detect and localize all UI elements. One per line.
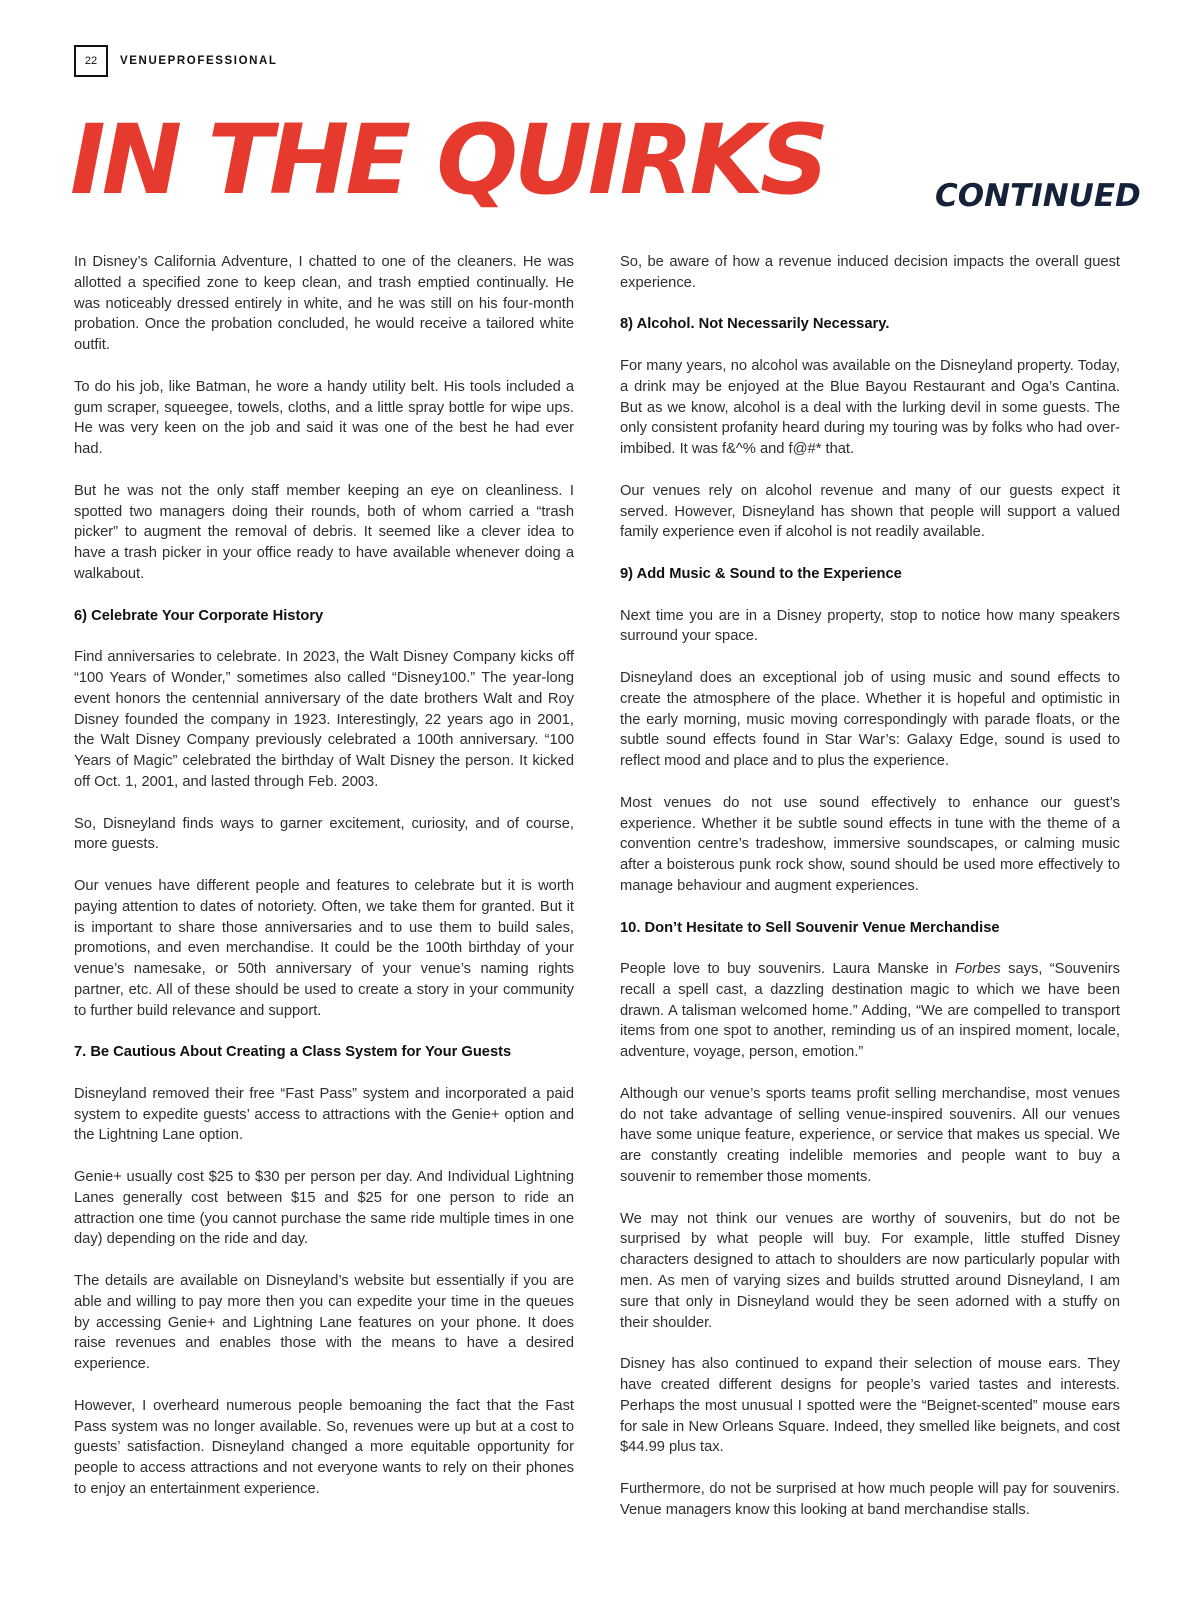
paragraph: Disneyland does an exceptional job of using music and sound effects to create the atmosphere of the place. Whether it is hopeful and optimistic in the early morning, music moving correspondingly with parade floats, or the subtle sound effects found in Star War’s: Galaxy Edge, sound is used to reflect mood and place and to plus the experience. xyxy=(620,669,1120,770)
paragraph: Most venues do not use sound effectively to enhance our guest’s experience. Whether it be subtle sound effects in tune with the theme of a convention centre’s tradeshow, immersive soundscapes, or calming music after a boisterous punk rock show, sound should be used more effectively to manage behaviour and augment experiences. xyxy=(620,794,1120,894)
paragraph: But he was not the only staff member keeping an eye on cleanliness. I spotted two managers doing their rounds, both of whom carried a “trash picker” to augment the removal of debris. It seemed like a clever idea to have a trash picker in your office ready to have available whenever doing a walkabout. xyxy=(74,482,574,582)
right-column xyxy=(620,252,1120,1541)
section-heading-10: 10. Don’t Hesitate to Sell Souvenir Venue Merchandise xyxy=(620,919,1000,936)
paragraph: Our venues have different people and features to celebrate but it is worth paying attention to dates of notoriety. Often, we take them for granted. But it is important to share those anniversaries and to use them to build sales, promotions, and even merchandise. It could be the 100th birthday of your venue’s namesake, or 50th anniversary of your venue’s naming rights partner, etc. All of these should be used to create a story in your community to further build relevance and support. xyxy=(74,877,574,1019)
paragraph-forbes-quote xyxy=(620,959,1120,1063)
section-heading-9: 9) Add Music & Sound to the Experience xyxy=(620,565,902,582)
publication-brand xyxy=(120,55,278,67)
paragraph: Next time you are in a Disney property, stop to notice how many speakers surround your space. xyxy=(620,607,1120,645)
paragraph: So, Disneyland finds ways to garner excitement, curiosity, and of course, more guests. xyxy=(74,815,574,853)
paragraph: So, be aware of how a revenue induced decision impacts the overall guest experience. xyxy=(620,254,1120,291)
paragraph: Disneyland removed their free “Fast Pass” system and incorporated a paid system to expedite guests’ access to attractions with the Genie+ option and the Lightning Lane option. xyxy=(74,1085,574,1144)
section-heading-8: 8) Alcohol. Not Necessarily Necessary. xyxy=(620,316,890,333)
section-heading-7: 7. Be Cautious About Creating a Class System for Your Guests xyxy=(74,1044,512,1061)
text-span: People love to buy souvenirs. Laura Manske in xyxy=(620,961,956,978)
section-heading-6: 6) Celebrate Your Corporate History xyxy=(74,607,324,624)
page-number: 22 xyxy=(74,45,108,77)
page-header xyxy=(74,45,278,77)
paragraph: In Disney’s California Adventure, I chatted to one of the cleaners. He was allotted a specified zone to keep clean, and trash emptied continually. He was noticeably dressed entirely in white, and he was still on his four-month probation. Once the probation concluded, he would receive a tailored white outfit. xyxy=(74,254,574,354)
paragraph: Genie+ usually cost $25 to $30 per person per day. And Individual Lightning Lanes generally cost between $15 and $25 for one person to ride an attraction one time (you cannot purchase the same ride multiple times in one day) depending on the ride and day. xyxy=(74,1169,574,1248)
article-headline: IN THE QUIRKS xyxy=(70,104,826,216)
left-column xyxy=(74,252,574,1521)
paragraph: Our venues rely on alcohol revenue and many of our guests expect it served. However, Disneyland has shown that people will support a valued family experience even if alcohol is not readily available. xyxy=(620,482,1120,541)
paragraph: To do his job, like Batman, he wore a handy utility belt. His tools included a gum scraper, squeegee, towels, cloths, and a little spray bottle for wipe ups. He was very keen on the job and said it was one of the best he had ever had. xyxy=(74,378,574,458)
paragraph: Although our venue’s sports teams profit selling merchandise, most venues do not take advantage of selling venue-inspired souvenirs. All our venues have some unique feature, experience, or service that makes us special. We are constantly creating indelible memories and people want to buy a souvenir to remember those moments. xyxy=(620,1085,1120,1186)
paragraph: Furthermore, do not be surprised at how much people will pay for souvenirs. Venue managers know this looking at band merchandise stalls. xyxy=(620,1481,1120,1518)
paragraph: However, I overheard numerous people bemoaning the fact that the Fast Pass system was no longer available. So, revenues were up but at a cost to guests’ satisfaction. Disneyland changed a more equitable opportunity for people to access attractions and not everyone wants to rely on their phones to enjoy an entertainment experience. xyxy=(74,1397,574,1498)
text-span: says, “Souvenirs recall a spell cast, a dazzling destination magic to which we have been drawn. A talisman welcomed home.” Adding, “We are compelled to transport items from one spot to another, reminding us of an inspired moment, locale, adventure, voyage, person, emotion.” xyxy=(620,961,1120,1061)
paragraph: Disney has also continued to expand their selection of mouse ears. They have created different designs for people’s varied tastes and interests. Perhaps the most unusual I spotted were the “Beignet-scented” mouse ears for sale in New Orleans Square. Indeed, they smelled like beignets, and cost $44.99 plus tax. xyxy=(620,1356,1120,1456)
paragraph: Find anniversaries to celebrate. In 2023, the Walt Disney Company kicks off “100 Years of Wonder,” sometimes also called “Disney100.” The year-long event honors the centennial anniversary of the date brothers Walt and Roy Disney founded the company in 1923. Interestingly, 22 years ago in 2001, the Walt Disney Company previously celebrated a 100th anniversary. “100 Years of Magic” celebrated the birthday of Walt Disney the person. It kicked off Oct. 1, 2001, and lasted through Feb. 2003. xyxy=(74,649,574,790)
paragraph: For many years, no alcohol was available on the Disneyland property. Today, a drink may be enjoyed at the Blue Bayou Restaurant and Oga’s Cantina. But as we know, alcohol is a deal with the lurking devil in some guests. The only consistent profanity heard during my touring was by folks who had over-imbibed. It was f&^% and f@#* that. xyxy=(620,357,1120,458)
continued-label: CONTINUED xyxy=(935,178,1141,214)
publication-name: Forbes xyxy=(955,961,1001,978)
paragraph: We may not think our venues are worthy of souvenirs, but do not be surprised by what people will buy. For example, little stuffed Disney characters designed to attach to shoulders are now particularly popular with men. As men of varying sizes and builds strutted around Disneyland, I am sure that only in Disneyland would they be seen adorned with a stuffy on their shoulder. xyxy=(620,1210,1120,1331)
paragraph: The details are available on Disneyland’s website but essentially if you are able and willing to pay more then you can expedite your time in the queues by accessing Genie+ and Lightning Lane features on your phone. It does raise revenues and enables those with the means to have a desired experience. xyxy=(74,1273,574,1373)
brand-venue: VENUE xyxy=(120,55,168,67)
brand-professional: PROFESSIONAL xyxy=(167,55,278,67)
